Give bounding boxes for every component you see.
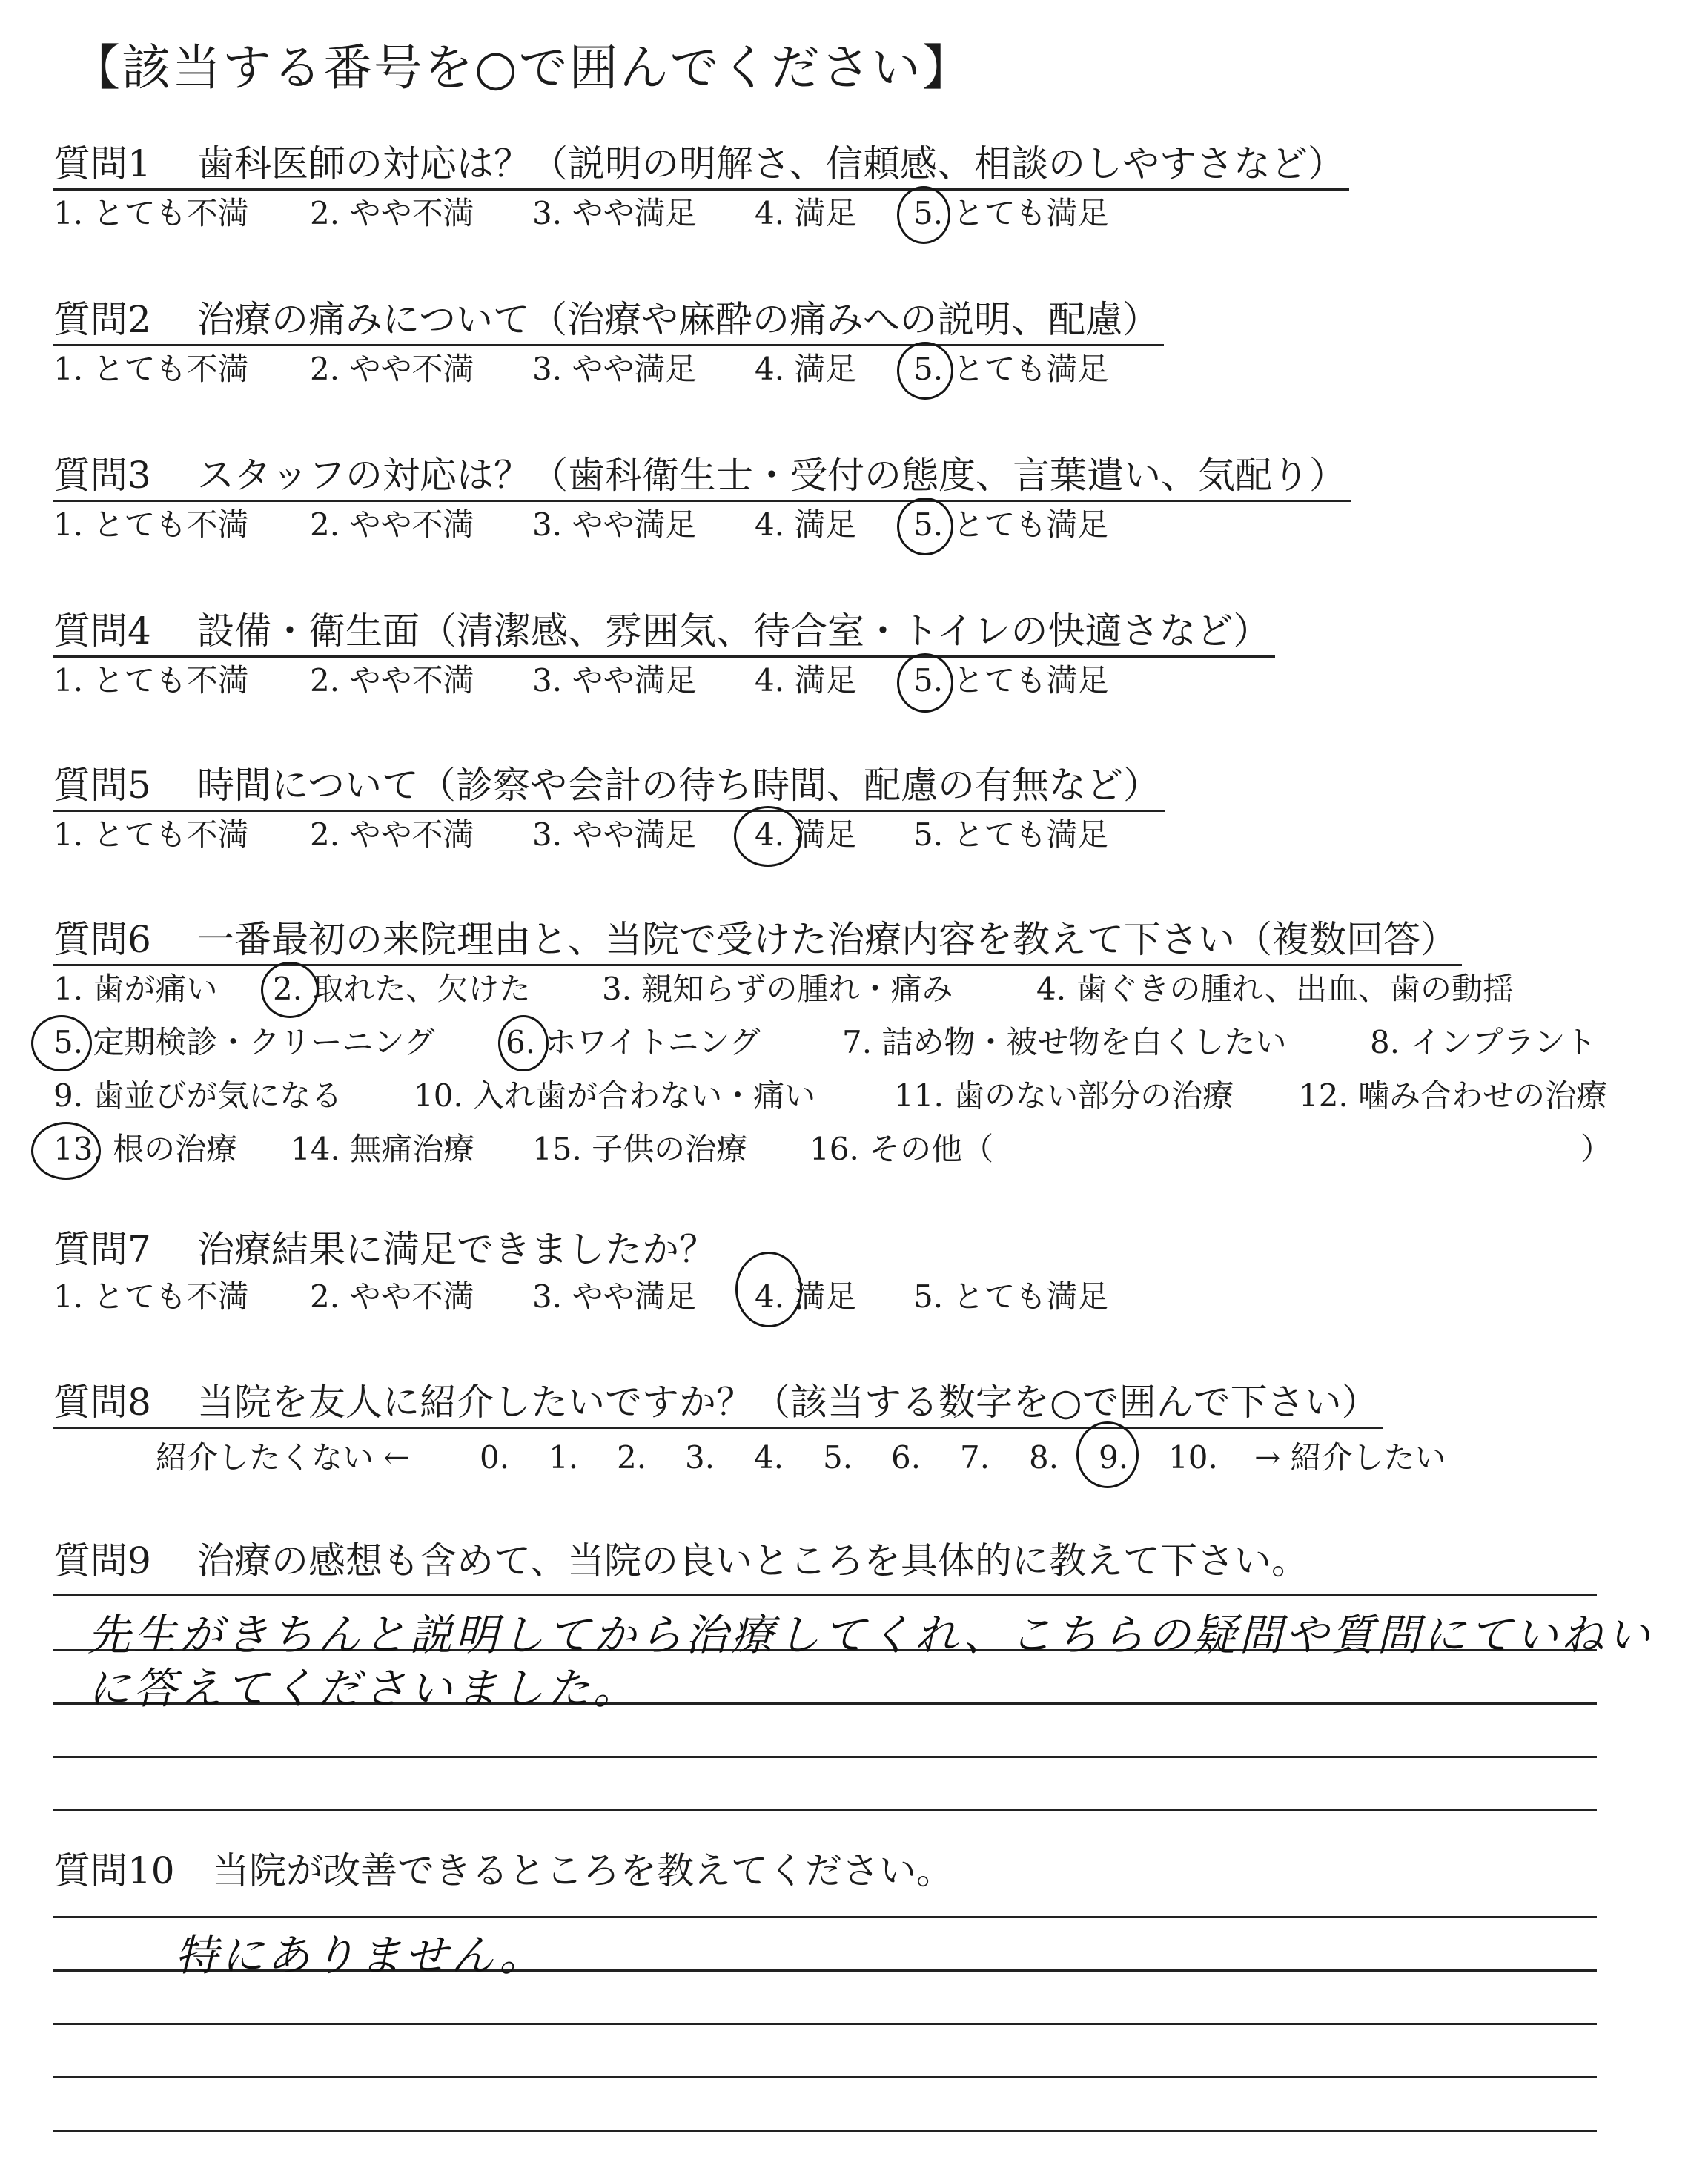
selection-circle (1076, 1421, 1139, 1488)
option-3[interactable]: 3. やや満足 (532, 195, 697, 231)
answer-line (53, 2023, 1597, 2025)
option-2[interactable]: 2. やや不満 (310, 195, 474, 231)
option-2-selected[interactable]: 2. 取れた、欠けた (273, 971, 531, 1007)
question-number: 質問7 (53, 1228, 151, 1271)
scale-7[interactable]: 7. (960, 1439, 990, 1476)
question-8-heading (53, 1378, 1383, 1429)
question-text: 歯科医師の対応は？（説明の明解さ、信頼感、相談のしやすさなど） (197, 142, 1345, 185)
option-16-close-paren: ） (1580, 1131, 1612, 1167)
question-1 (53, 139, 1669, 238)
option-5-selected[interactable]: 5. とても満足 (913, 662, 1109, 698)
handwritten-answer-line-1: 先生がきちんと説明してから治療してくれ、こちらの疑問や質問にていねい (87, 1610, 1653, 1660)
question-9-heading (53, 1536, 1313, 1585)
option-1[interactable]: 1. とても不満 (53, 816, 249, 853)
option-5-selected[interactable]: 5. 定期検診・クリーニング (53, 1024, 435, 1060)
option-row-1 (53, 966, 1669, 1020)
option-3[interactable]: 3. やや満足 (532, 662, 697, 698)
question-text: 治療の痛みについて（治療や麻酔の痛みへの説明、配慮） (197, 298, 1159, 341)
option-row-3 (53, 1073, 1669, 1126)
question-text: 治療結果に満足できましたか？ (197, 1228, 716, 1271)
option-1[interactable]: 1. 歯が痛い (53, 971, 218, 1007)
scale-4[interactable]: 4. (754, 1439, 784, 1476)
scale-0[interactable]: 0. (480, 1439, 510, 1476)
option-4[interactable]: 4. 満足 (755, 351, 857, 387)
option-2[interactable]: 2. やや不満 (310, 506, 474, 543)
rating-row (53, 346, 1669, 394)
option-2[interactable]: 2. やや不満 (310, 816, 474, 853)
option-row-2 (53, 1020, 1669, 1073)
handwritten-answer-line-1: 特にありません。 (175, 1930, 546, 1981)
option-6-selected[interactable]: 6. ホワイトニング (506, 1024, 761, 1060)
option-4[interactable]: 4. 満足 (755, 506, 857, 543)
option-4[interactable]: 4. 満足 (755, 662, 857, 698)
question-7-heading (53, 1225, 721, 1274)
selection-circle (31, 1122, 101, 1180)
option-3[interactable]: 3. やや満足 (532, 351, 697, 387)
question-5-heading (53, 761, 1165, 812)
option-5-selected[interactable]: 5. とても満足 (913, 351, 1109, 387)
option-16-other[interactable]: 16. その他（ (810, 1131, 994, 1167)
answer-line (53, 1809, 1597, 1811)
question-8 (53, 1378, 1669, 1488)
question-4 (53, 607, 1669, 705)
answer-line (53, 1916, 1597, 1918)
question-10 (53, 1846, 1669, 1895)
question-text: 時間について（診察や会計の待ち時間、配慮の有無など） (197, 764, 1160, 807)
answer-line (53, 2130, 1597, 2132)
selection-circle (897, 498, 953, 555)
option-1[interactable]: 1. とても不満 (53, 351, 249, 387)
option-1[interactable]: 1. とても不満 (53, 1278, 249, 1315)
question-number: 質問6 (53, 918, 151, 961)
scale-2[interactable]: 2. (617, 1439, 647, 1476)
question-4-heading (53, 607, 1275, 658)
selection-circle (261, 962, 319, 1018)
option-8[interactable]: 8. インプラント (1370, 1024, 1597, 1060)
question-text: 当院を友人に紹介したいですか？（該当する数字を○で囲んで下さい） (197, 1381, 1379, 1424)
scale-right-label: → 紹介したい (1254, 1439, 1446, 1476)
question-number: 質問5 (53, 764, 151, 807)
option-2[interactable]: 2. やや不満 (310, 1278, 474, 1315)
option-11[interactable]: 11. 歯のない部分の治療 (894, 1077, 1234, 1114)
rating-row (53, 1274, 1669, 1321)
option-3[interactable]: 3. やや満足 (532, 506, 697, 543)
scale-9-selected[interactable]: 9. (1099, 1439, 1129, 1476)
answer-line (53, 1594, 1597, 1596)
option-4[interactable]: 4. 歯ぐきの腫れ、出血、歯の動揺 (1036, 971, 1514, 1007)
option-3[interactable]: 3. 親知らずの腫れ・痛み (602, 971, 953, 1007)
option-5[interactable]: 5. とても満足 (913, 816, 1109, 853)
option-1[interactable]: 1. とても不満 (53, 662, 249, 698)
answer-line (53, 2076, 1597, 2078)
selection-circle (897, 653, 953, 713)
question-text: 当院が改善できるところを教えてください。 (212, 1849, 953, 1892)
question-6 (53, 915, 1669, 1180)
rating-row (53, 658, 1669, 705)
selection-circle (897, 186, 950, 244)
option-7[interactable]: 7. 詰め物・被せ物を白くしたい (842, 1024, 1287, 1060)
question-2 (53, 295, 1669, 394)
selection-circle (31, 1015, 92, 1071)
scale-6[interactable]: 6. (891, 1439, 921, 1476)
rating-row (53, 502, 1669, 549)
option-4-selected[interactable]: 4. 満足 (755, 816, 857, 853)
question-7 (53, 1225, 1669, 1321)
question-number: 質問2 (53, 298, 151, 341)
question-number: 質問4 (53, 610, 151, 653)
option-15[interactable]: 15. 子供の治療 (532, 1131, 748, 1167)
answer-line (53, 1756, 1597, 1758)
rating-row (53, 812, 1669, 859)
scale-3[interactable]: 3. (685, 1439, 715, 1476)
option-row-4 (53, 1126, 1669, 1180)
option-10[interactable]: 10. 入れ歯が合わない・痛い (414, 1077, 816, 1114)
question-number: 質問3 (53, 454, 151, 497)
question-2-heading (53, 295, 1164, 346)
question-10-heading (53, 1846, 958, 1895)
selection-circle (897, 342, 953, 400)
option-1[interactable]: 1. とても不満 (53, 195, 249, 231)
question-number: 質問10 (53, 1849, 175, 1892)
option-4-selected[interactable]: 4. 満足 (755, 1278, 857, 1315)
option-3[interactable]: 3. やや満足 (532, 1278, 697, 1315)
question-number: 質問1 (53, 142, 151, 185)
question-3 (53, 451, 1669, 549)
question-9 (53, 1536, 1669, 1585)
question-text: 治療の感想も含めて、当院の良いところを具体的に教えて下さい。 (197, 1539, 1308, 1582)
selection-circle (498, 1015, 549, 1071)
option-2[interactable]: 2. やや不満 (310, 662, 474, 698)
option-2[interactable]: 2. やや不満 (310, 351, 474, 387)
question-text: 設備・衛生面（清潔感、雰囲気、待合室・トイレの快適さなど） (197, 610, 1271, 653)
scale-10[interactable]: 10. (1168, 1439, 1218, 1476)
option-13-selected[interactable]: 13. 根の治療 (53, 1131, 238, 1167)
option-4[interactable]: 4. 満足 (755, 195, 857, 231)
scale-1[interactable]: 1. (549, 1439, 579, 1476)
question-6-heading (53, 915, 1462, 966)
option-9[interactable]: 9. 歯並びが気になる (53, 1077, 342, 1114)
question-3-heading (53, 451, 1351, 502)
question-text: 一番最初の来院理由と、当院で受けた治療内容を教えて下さい（複数回答） (197, 918, 1457, 961)
rating-row (53, 191, 1669, 238)
scale-5[interactable]: 5. (823, 1439, 853, 1476)
recommend-scale-row (53, 1435, 1669, 1488)
question-5 (53, 761, 1669, 859)
option-5-selected[interactable]: 5. とても満足 (913, 195, 1109, 231)
option-12[interactable]: 12. 噛み合わせの治療 (1299, 1077, 1608, 1114)
question-text: スタッフの対応は？（歯科衛生士・受付の態度、言葉遣い、気配り） (197, 454, 1346, 497)
question-number: 質問9 (53, 1539, 151, 1582)
page-title: 【該当する番号を○で囲んでください】 (71, 39, 973, 96)
option-1[interactable]: 1. とても不満 (53, 506, 249, 543)
selection-circle (735, 1252, 802, 1327)
question-1-heading (53, 139, 1349, 191)
scale-8[interactable]: 8. (1029, 1439, 1059, 1476)
scale-left-label: 紹介したくない ← (156, 1439, 410, 1476)
option-5-selected[interactable]: 5. とても満足 (913, 506, 1109, 543)
option-3[interactable]: 3. やや満足 (532, 816, 697, 853)
option-14[interactable]: 14. 無痛治療 (291, 1131, 475, 1167)
question-number: 質問8 (53, 1381, 151, 1424)
option-5[interactable]: 5. とても満足 (913, 1278, 1109, 1315)
selection-circle (734, 806, 802, 867)
handwritten-answer-line-2: に答えてくださいました。 (87, 1663, 640, 1714)
